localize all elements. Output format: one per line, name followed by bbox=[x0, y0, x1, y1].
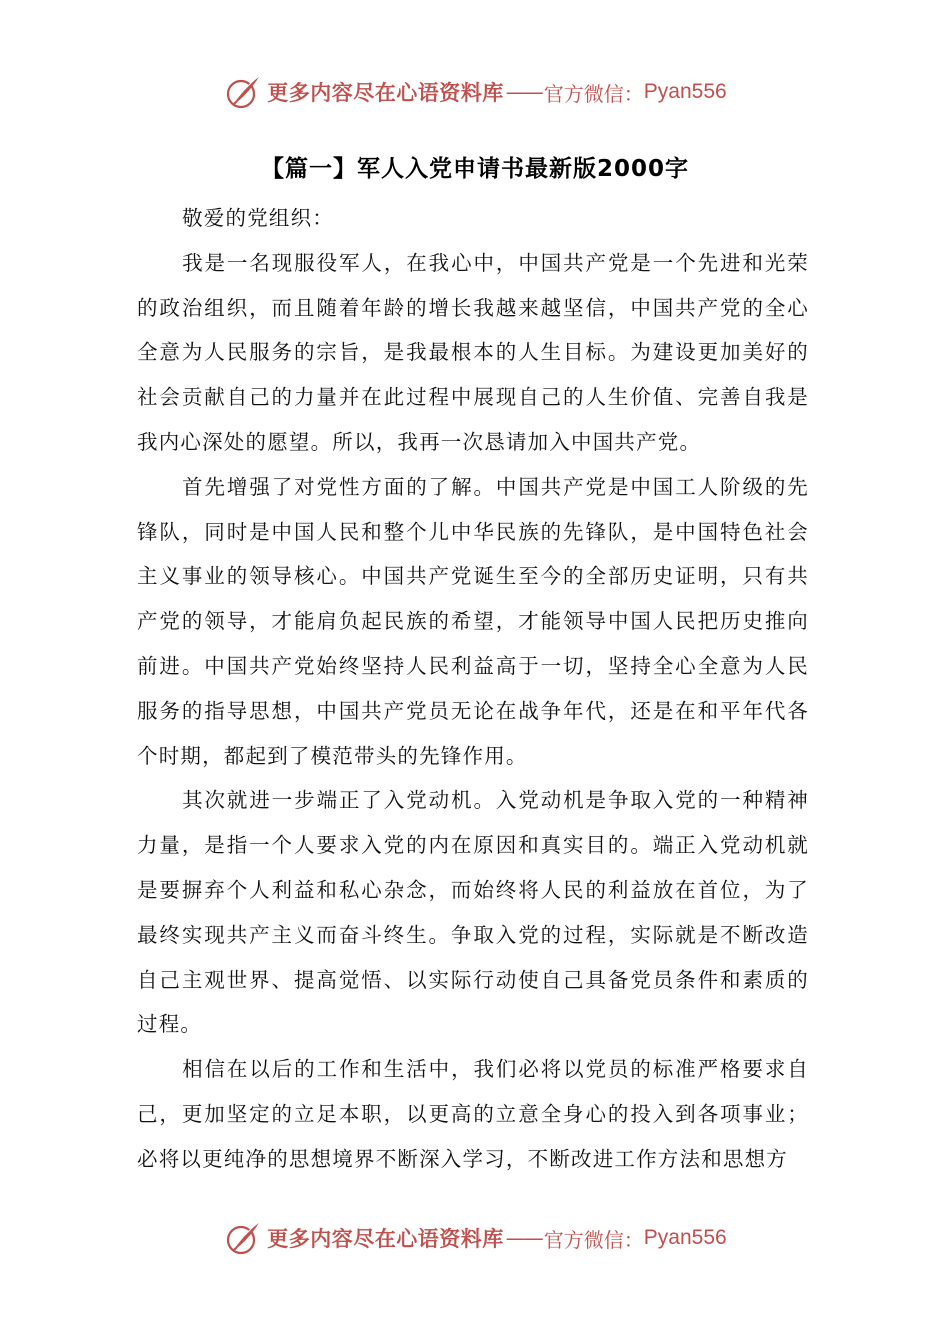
banner-wechat-id: Pyan556 bbox=[643, 80, 727, 103]
banner-main-text: 更多内容尽在心语资料库 bbox=[267, 80, 504, 105]
quill-pen-logo-icon bbox=[223, 72, 263, 112]
salutation: 敬爱的党组织： bbox=[182, 206, 334, 230]
banner-wechat-label: 官方微信： bbox=[543, 1227, 644, 1252]
document-title: 【篇一】军人入党申请书最新版2000字 bbox=[260, 156, 689, 182]
document-body bbox=[137, 196, 809, 1182]
banner-main-text: 更多内容尽在心语资料库 bbox=[267, 1226, 504, 1251]
banner-wechat-label: 官方微信： bbox=[543, 81, 644, 106]
paragraph: 相信在以后的工作和生活中，我们必将以党员的标准严格要求自己，更加坚定的立足本职，以更高的立意全身心的投入到各项事业；必将以更纯净的思想境界不断深入学习，不断改进工作方法和思想方 bbox=[137, 1057, 809, 1171]
paragraph: 我是一名现服役军人，在我心中，中国共产党是一个先进和光荣的政治组织，而且随着年龄的增长我越来越坚信，中国共产党的全心全意为人民服务的宗旨，是我最根本的人生目标。为建设更加美好的社会贡献自己的力量并在此过程中展现自己的人生价值、完善自我是我内心深处的愿望。所以，我再一次恳请加入中国共产党。 bbox=[137, 250, 809, 454]
paragraph: 其次就进一步端正了入党动机。入党动机是争取入党的一种精神力量，是指一个人要求入党的内在原因和真实目的。端正入党动机就是要摒弃个人利益和私心杂念，而始终将人民的利益放在首位，为了最终实现共产主义而奋斗终生。争取入党的过程，实际就是不断改造自己主观世界、提高觉悟、以实际行动使自己具备党员条件和素质的过程。 bbox=[137, 788, 809, 1037]
header-banner bbox=[0, 70, 950, 114]
footer-banner bbox=[0, 1216, 950, 1260]
quill-pen-logo-icon bbox=[223, 1218, 263, 1258]
paragraph: 首先增强了对党性方面的了解。中国共产党是中国工人阶级的先锋队，同时是中国人民和整个儿中华民族的先锋队，是中国特色社会主义事业的领导核心。中国共产党诞生至今的全部历史证明，只有共产党的领导，才能肩负起民族的希望，才能领导中国人民把历史推向前进。中国共产党始终坚持人民利益高于一切，坚持全心全意为人民服务的指导思想，中国共产党员无论在战争年代，还是在和平年代各个时期，都起到了模范带头的先锋作用。 bbox=[137, 474, 809, 768]
banner-dash: —— bbox=[505, 1226, 542, 1250]
banner-dash: —— bbox=[505, 80, 542, 104]
banner-wechat-id: Pyan556 bbox=[643, 1226, 727, 1249]
